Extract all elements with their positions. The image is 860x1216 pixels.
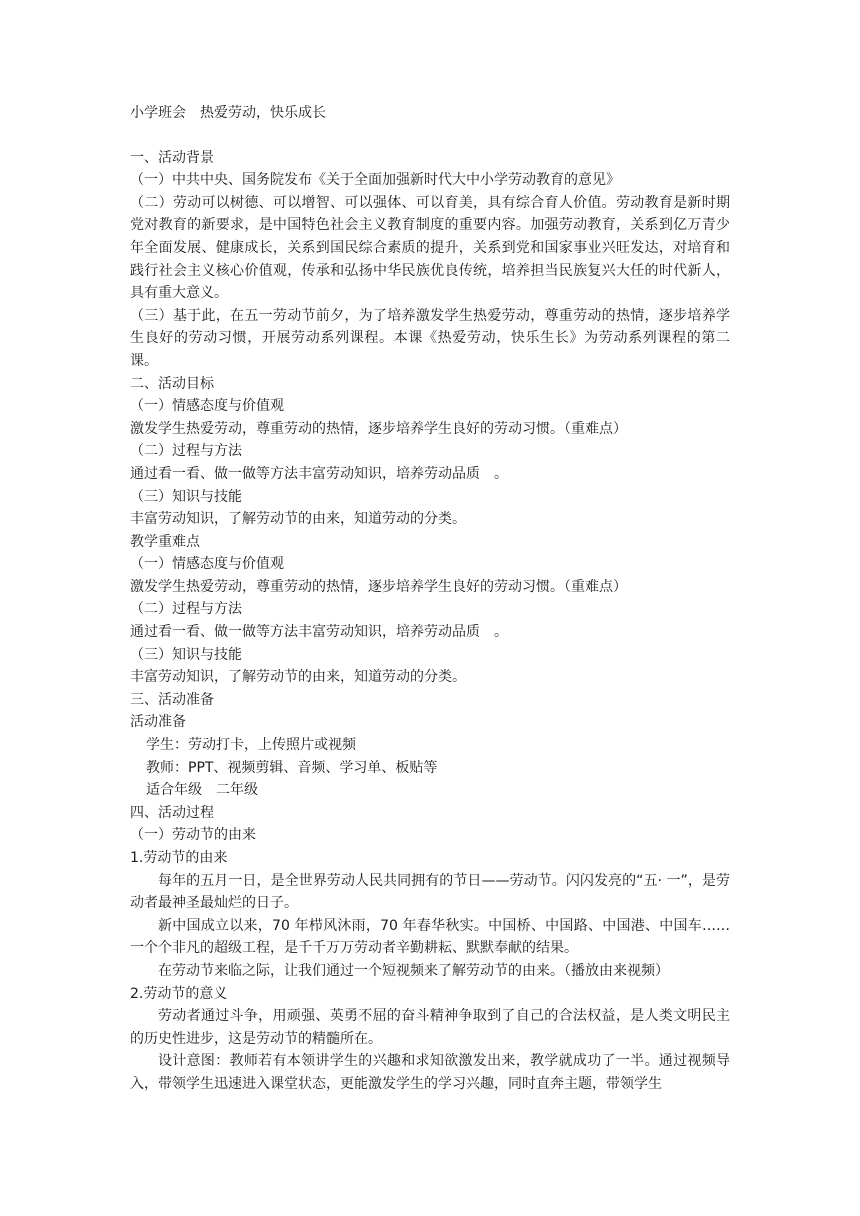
text-line: 活动准备 xyxy=(130,714,186,731)
text-line: （一）中共中央、国务院发布《关于全面加强新时代大中小学劳动教育的意见》 xyxy=(130,172,620,189)
text-line: 丰富劳动知识，了解劳动节的由来，知道劳动的分类。 xyxy=(130,669,466,686)
sub-heading: （二）过程与方法 xyxy=(130,601,242,618)
text-line: 激发学生热爱劳动，尊重劳动的热情，逐步培养学生良好的劳动习惯。（重难点） xyxy=(130,420,627,437)
document-body xyxy=(130,102,730,1096)
text-line: 丰富劳动知识，了解劳动节的由来，知道劳动的分类。 xyxy=(130,511,466,528)
section-heading: 三、活动准备 xyxy=(130,691,214,708)
sub-heading: （一）情感态度与价值观 xyxy=(130,556,284,573)
sub-heading: （一）情感态度与价值观 xyxy=(130,398,284,415)
text-line: 学生：劳动打卡，上传照片或视频 xyxy=(146,737,356,754)
sub-heading: （三）知识与技能 xyxy=(130,646,242,663)
text-line: 通过看一看、做一做等方法丰富劳动知识，培养劳动品质 。 xyxy=(130,624,508,641)
section-heading: 二、活动目标 xyxy=(130,375,214,392)
section-heading: 教学重难点 xyxy=(130,533,200,550)
text-line: 适合年级 二年级 xyxy=(146,782,258,799)
section-heading: 四、活动过程 xyxy=(130,804,214,821)
text-line: 通过看一看、做一做等方法丰富劳动知识，培养劳动品质 。 xyxy=(130,465,508,482)
paragraph: 设计意图：教师若有本领讲学生的兴趣和求知欲激发出来，教学就成功了一半。通过视频导入，带领学生迅速进入课堂状态，更能激发学生的学习兴趣，同时直奔主题，带领学生 xyxy=(130,1053,730,1092)
paragraph: 每年的五月一日，是全世界劳动人民共同拥有的节日——劳动节。闪闪发亮的“五· 一”，是劳动者最神圣最灿烂的日子。 xyxy=(130,872,730,912)
sub-heading: （一）劳动节的由来 xyxy=(130,827,256,844)
paragraph: 新中国成立以来，70 年栉风沐雨，70 年春华秋实。中国桥、中国路、中国港、中国车……一个个非凡的超级工程，是千千万万劳动者辛勤耕耘、默默奉献的结果。 xyxy=(130,917,730,957)
section-heading: 一、活动背景 xyxy=(130,149,214,166)
sub-heading: （二）过程与方法 xyxy=(130,443,242,460)
sub-heading: 2.劳动节的意义 xyxy=(130,985,228,1002)
sub-heading: 1.劳动节的由来 xyxy=(130,850,228,866)
sub-heading: （三）知识与技能 xyxy=(130,488,242,505)
paragraph: （三）基于此，在五一劳动节前夕，为了培养激发学生热爱劳动，尊重劳动的热情，逐步培养学生良好的劳动习惯，开展劳动系列课程。本课《热爱劳动，快乐生长》为劳动系列课程的第二课。 xyxy=(130,307,730,369)
document-title: 小学班会 热爱劳动，快乐成长 xyxy=(130,105,326,121)
paragraph: 劳动者通过斗争，用顽强、英勇不屈的奋斗精神争取到了自己的合法权益，是人类文明民主的历史性进步，这是劳动节的精髓所在。 xyxy=(130,1008,730,1047)
text-line: 教师：PPT、视频剪辑、音频、学习单、板贴等 xyxy=(146,759,438,776)
text-line: 激发学生热爱劳动，尊重劳动的热情，逐步培养学生良好的劳动习惯。（重难点） xyxy=(130,578,627,595)
paragraph: （二）劳动可以树德、可以增智、可以强体、可以育美，具有综合育人价值。劳动教育是新时期党对教育的新要求，是中国特色社会主义教育制度的重要内容。加强劳动教育，关系到亿万青少年全面发展、健康成长，关系到国民综合素质的提升，关系到党和国家事业兴旺发达，对培育和践行社会主义核心价值观，传承和弘扬中华民族优良传统，培养担当民族复兴大任的时代新人，具有重大意义。 xyxy=(130,194,730,302)
paragraph: 在劳动节来临之际，让我们通过一个短视频来了解劳动节的由来。（播放由来视频） xyxy=(158,962,669,979)
